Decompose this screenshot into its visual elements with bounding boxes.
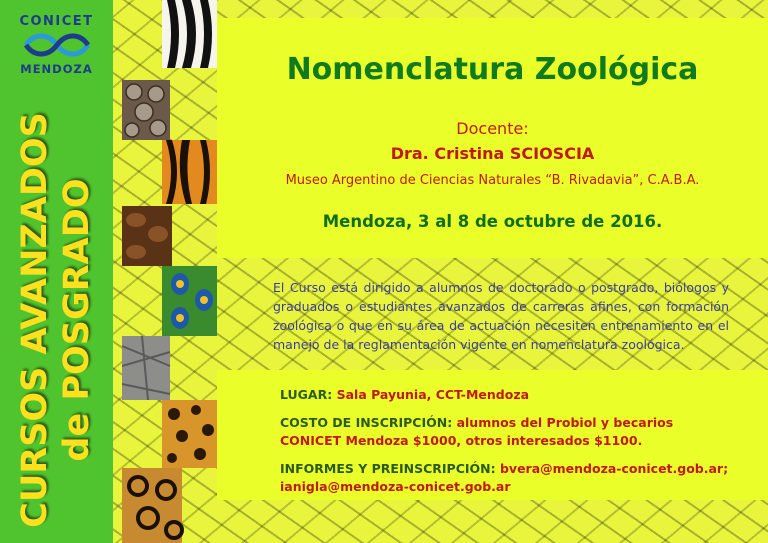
lugar-line bbox=[280, 386, 529, 404]
leopard-pattern-tile bbox=[122, 400, 217, 468]
snake-pattern-tile bbox=[122, 80, 217, 140]
course-description: El Curso está dirigido a alumnos de doctorado o postgrado, biólogos y graduados o estudiantes avanzados de carreras afines, con formación zoológica o que en su área de actuación necesiten entrenamiento en el manejo de la reglamentación vigente en nomenclatura zoológica. bbox=[273, 280, 729, 352]
costo-value-2: CONICET Mendoza $1000, otros interesados $1100. bbox=[280, 433, 643, 448]
jaguar-pattern-tile bbox=[122, 468, 217, 543]
infinity-logo-icon bbox=[22, 32, 92, 58]
lugar-value: Sala Payunia, CCT-Mendoza bbox=[336, 387, 530, 402]
institution: Museo Argentino de Ciencias Naturales “B. Rivadavia”, C.A.B.A. bbox=[285, 173, 700, 188]
docente-label: Docente: bbox=[456, 119, 529, 138]
docente-name: Dra. Cristina SCIOSCIA bbox=[390, 144, 595, 163]
email-link-1[interactable]: bvera@mendoza-conicet.gob.ar; bbox=[499, 461, 729, 476]
zebra-pattern-tile bbox=[122, 0, 217, 68]
category-line-1: CURSOS AVANZADOS bbox=[15, 112, 55, 528]
informes-label: INFORMES Y PREINSCRIPCIÓN: bbox=[280, 461, 496, 476]
costo-label: COSTO DE INSCRIPCIÓN: bbox=[280, 415, 453, 430]
header-panel bbox=[217, 18, 768, 258]
sidebar bbox=[0, 0, 113, 543]
course-category-label bbox=[14, 112, 98, 528]
course-date: Mendoza, 3 al 8 de octubre de 2016. bbox=[322, 212, 663, 231]
animal-pattern-tiles bbox=[122, 0, 217, 543]
category-line-2: de POSGRADO bbox=[57, 178, 97, 462]
lugar-label: LUGAR: bbox=[280, 387, 333, 402]
email-link-2[interactable]: ianigla@mendoza-conicet.gob.ar bbox=[280, 479, 511, 494]
python-pattern-tile bbox=[122, 206, 217, 266]
peacock-pattern-tile bbox=[122, 266, 217, 336]
logo-bottom-text: MENDOZA bbox=[20, 62, 93, 76]
tiger-pattern-tile bbox=[122, 140, 217, 204]
course-title: Nomenclatura Zoológica bbox=[286, 52, 699, 87]
informes-line bbox=[280, 460, 728, 478]
costo-line bbox=[280, 414, 673, 432]
elephant-skin-tile bbox=[122, 336, 217, 400]
conicet-logo bbox=[0, 0, 113, 90]
logo-top-text: CONICET bbox=[19, 14, 94, 29]
costo-value-1: alumnos del Probiol y becarios bbox=[456, 415, 674, 430]
